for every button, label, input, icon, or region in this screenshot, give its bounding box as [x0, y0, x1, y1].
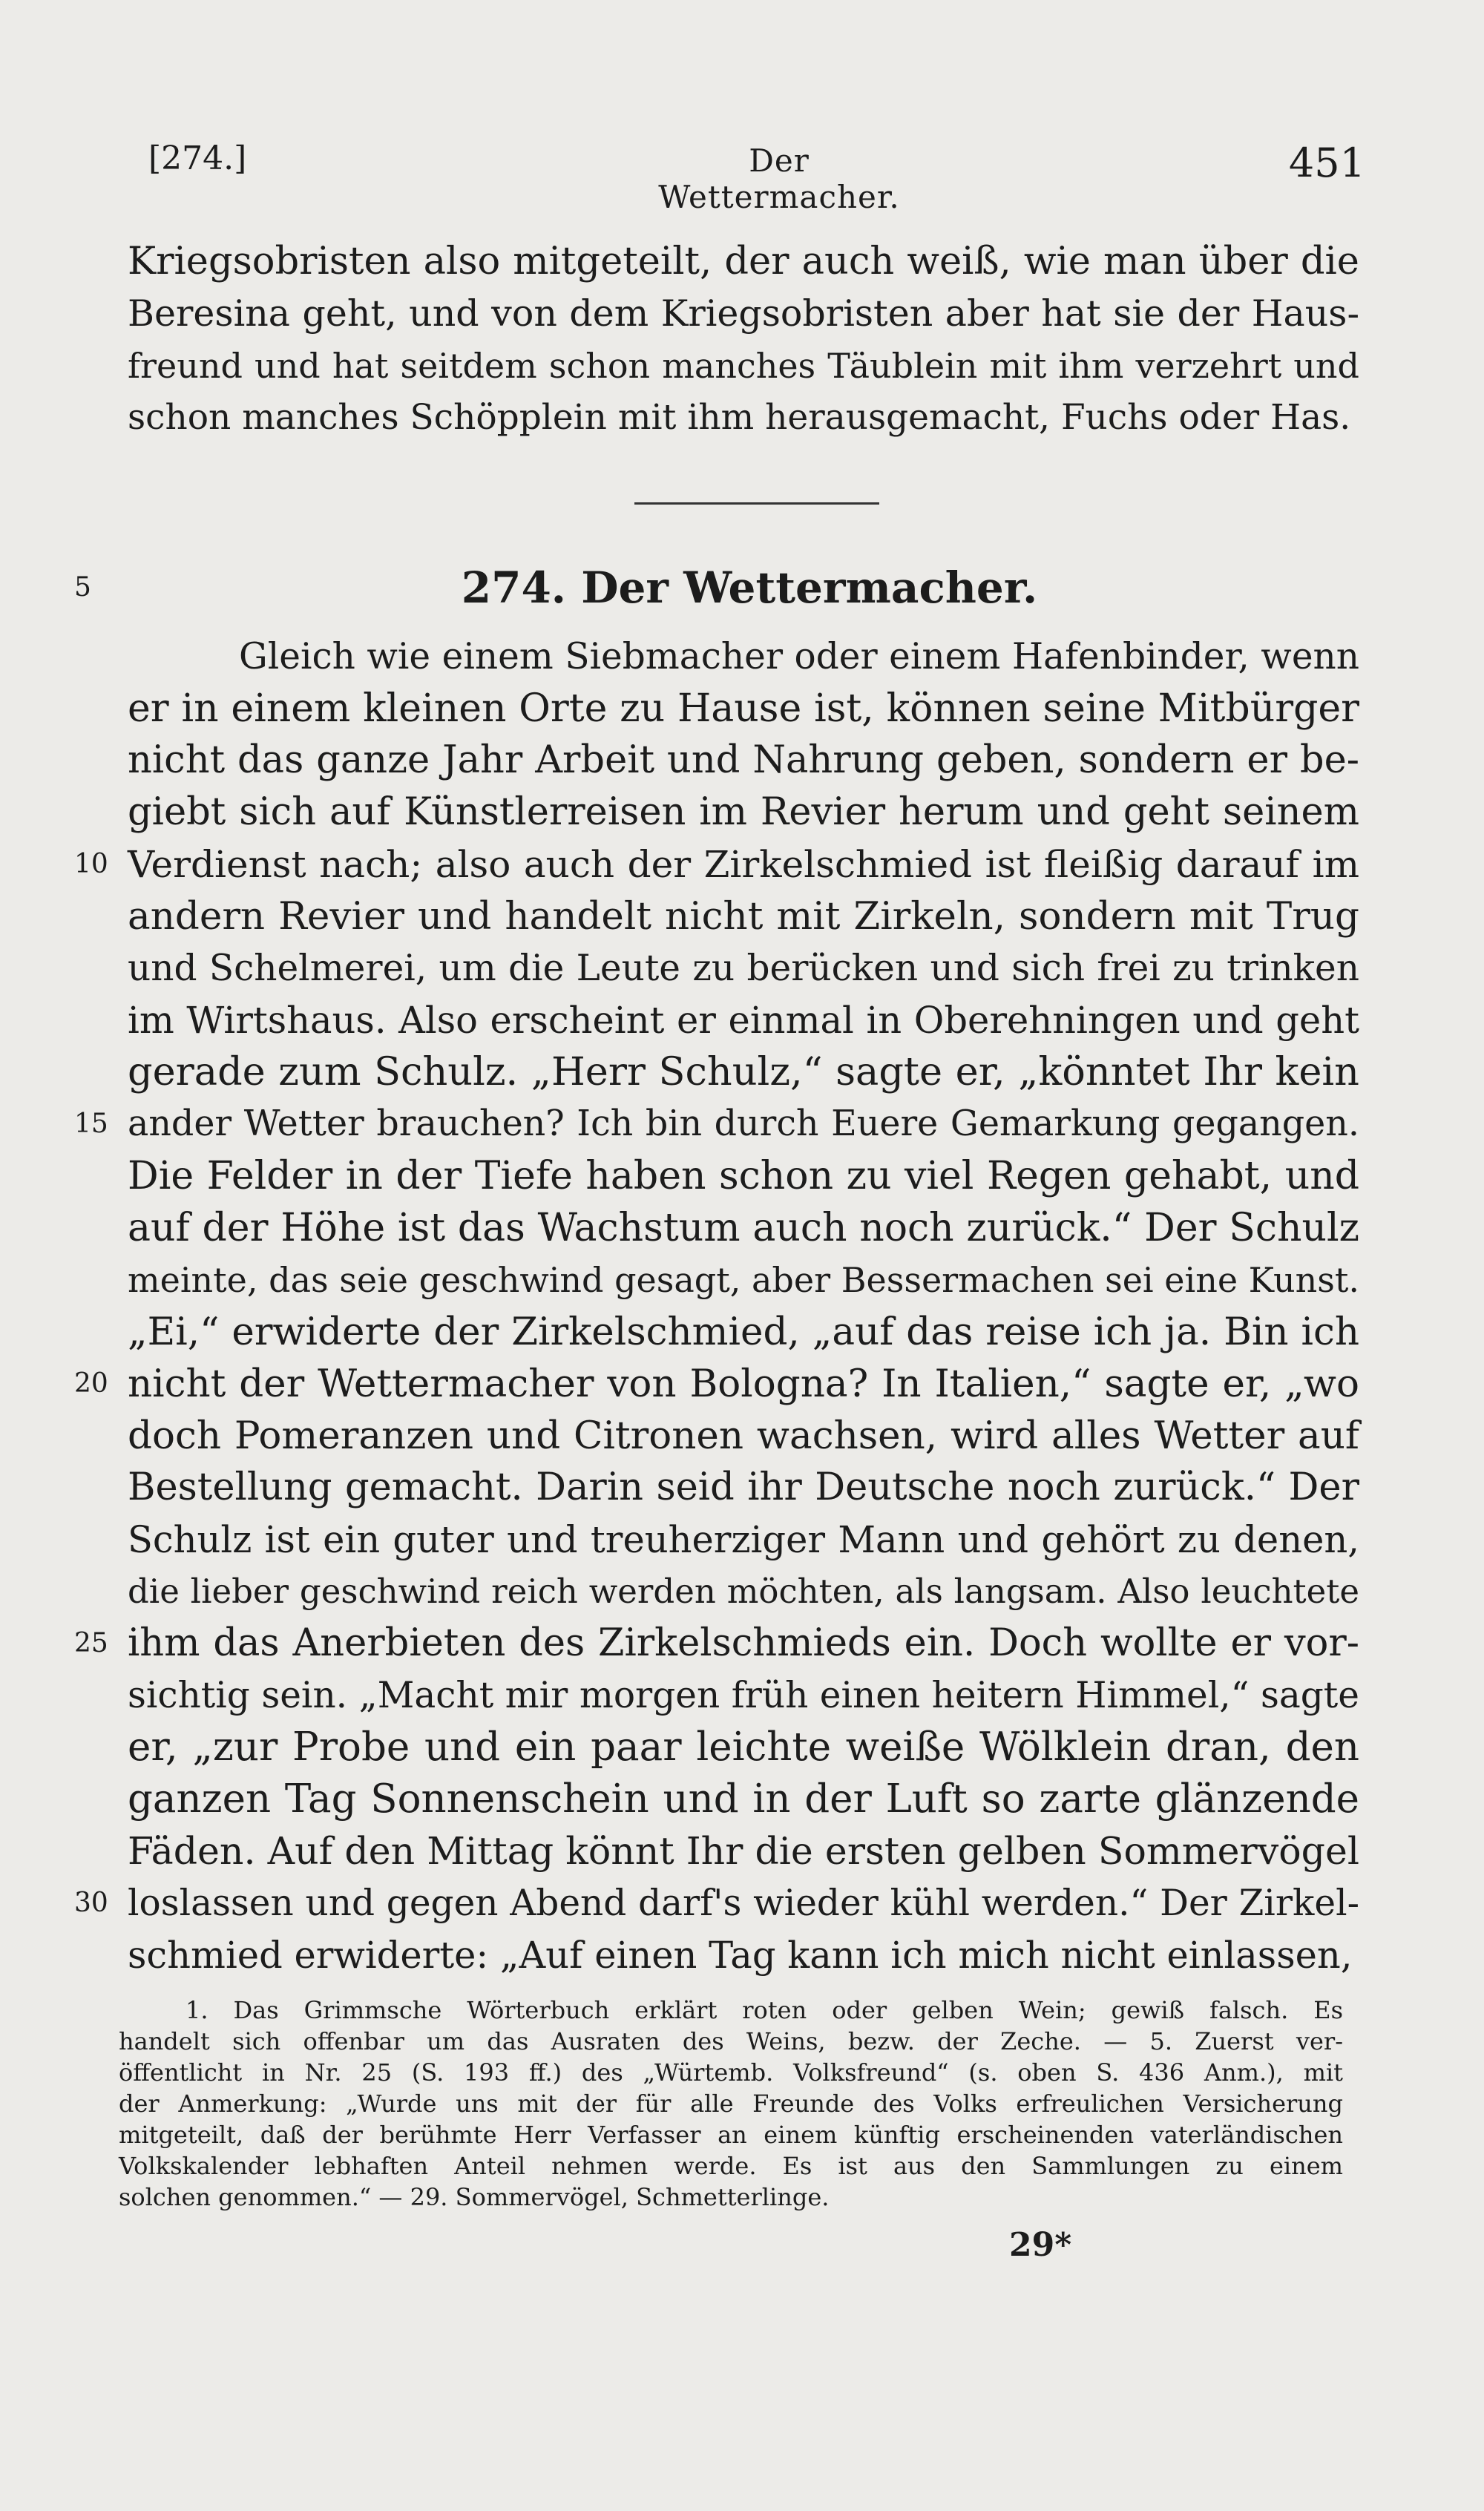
line-number: 20 — [74, 1368, 108, 1399]
section-title: 274. Der Wettermacher. — [461, 562, 1038, 613]
text-line: Bestellung gemacht. Darin seid ihr Deutsche noch zurück.“ Der — [128, 1465, 1359, 1509]
page-number: 451 — [1288, 140, 1365, 186]
text-line: im Wirtshaus. Also erscheint er einmal in Oberehningen und geht — [128, 999, 1359, 1042]
text-line: freund und hat seitdem schon manches Täublein mit ihm verzehrt und — [128, 346, 1359, 386]
section-divider — [634, 502, 879, 505]
footnote-line: solchen genommen.“ — 29. Sommervögel, Schmetterlinge. — [119, 2183, 830, 2211]
text-line: schon manches Schöpplein mit ihm herausgemacht, Fuchs oder Has. — [128, 397, 1351, 438]
header-title: Der Wettermacher. — [658, 142, 900, 215]
footnote-line: der Anmerkung: „Wurde uns mit der für alle Freunde des Volks erfreulichen Versicherung — [119, 2090, 1343, 2118]
text-line: Die Felder in der Tiefe haben schon zu viel Regen gehabt, und — [128, 1154, 1359, 1198]
text-line: schmied erwiderte: „Auf einen Tag kann ich mich nicht einlassen, — [128, 1934, 1353, 1977]
text-line: andern Revier und handelt nicht mit Zirkeln, sondern mit Trug — [128, 894, 1359, 939]
signature-mark: 29* — [1009, 2226, 1072, 2264]
line-number: 15 — [74, 1109, 108, 1139]
text-line: Beresina geht, und von dem Kriegsobristen aber hat sie der Haus- — [128, 292, 1359, 335]
text-line: Kriegsobristen also mitgeteilt, der auch weiß, wie man über die — [128, 240, 1359, 283]
text-line: er, „zur Probe und ein paar leichte weiße Wölklein dran, den — [128, 1724, 1359, 1770]
text-line: auf der Höhe ist das Wachstum auch noch zurück.“ Der Schulz — [128, 1206, 1359, 1250]
text-line: nicht das ganze Jahr Arbeit und Nahrung geben, sondern er be- — [128, 738, 1359, 782]
text-line: ganzen Tag Sonnenschein und in der Luft so zarte glänzende — [128, 1776, 1359, 1822]
text-line: Gleich wie einem Siebmacher oder einem Hafenbinder, wenn — [239, 636, 1359, 677]
text-line: loslassen und gegen Abend darf's wieder kühl werden.“ Der Zirkel- — [128, 1883, 1359, 1924]
text-line: Fäden. Auf den Mittag könnt Ihr die ersten gelben Sommervögel — [128, 1829, 1359, 1873]
text-line: meinte, das seie geschwind gesagt, aber Bessermachen sei eine Kunst. — [128, 1260, 1359, 1300]
text-line: ihm das Anerbieten des Zirkelschmieds ein. Doch wollte er vor- — [128, 1621, 1359, 1665]
text-line: ander Wetter brauchen? Ich bin durch Euere Gemarkung gegangen. — [128, 1103, 1359, 1144]
line-number: 10 — [74, 849, 108, 879]
text-line: nicht der Wettermacher von Bologna? In Italien,“ sagte er, „wo — [128, 1362, 1359, 1406]
text-line: „Ei,“ erwiderte der Zirkelschmied, „auf das reise ich ja. Bin ich — [128, 1310, 1359, 1354]
text-line: doch Pomeranzen und Citronen wachsen, wird alles Wetter auf — [128, 1414, 1359, 1458]
header-section-ref: [274.] — [148, 140, 247, 177]
line-number: 25 — [74, 1628, 108, 1658]
text-line: giebt sich auf Künstlerreisen im Revier herum und geht seinem — [128, 790, 1359, 834]
footnote-line: öffentlicht in Nr. 25 (S. 193 ff.) des „Würtemb. Volksfreund“ (s. oben S. 436 Anm.), mit — [119, 2058, 1343, 2087]
line-number: 30 — [74, 1888, 108, 1918]
text-line: die lieber geschwind reich werden möchten, als langsam. Also leuchtete — [128, 1572, 1359, 1611]
line-number: 5 — [74, 572, 91, 603]
text-line: und Schelmerei, um die Leute zu berücken und sich frei zu trinken — [128, 948, 1359, 989]
text-line: sichtig sein. „Macht mir morgen früh einen heitern Himmel,“ sagte — [128, 1675, 1359, 1716]
footnote-line: 1. Das Grimmsche Wörterbuch erklärt roten oder gelben Wein; gewiß falsch. Es — [186, 1996, 1343, 2024]
text-line: Schulz ist ein guter und treuherziger Mann und gehört zu denen, — [128, 1518, 1359, 1561]
running-header — [148, 140, 1365, 215]
footnote-line: mitgeteilt, daß der berühmte Herr Verfasser an einem künftig erscheinenden vaterländischen — [119, 2121, 1343, 2149]
text-line: er in einem kleinen Orte zu Hause ist, können seine Mitbürger — [128, 686, 1359, 731]
footnote-line: Volkskalender lebhaften Anteil nehmen werde. Es ist aus den Sammlungen zu einem — [119, 2152, 1343, 2180]
footnote-line: handelt sich offenbar um das Ausraten des Weins, bezw. der Zeche. — 5. Zuerst ver- — [119, 2027, 1343, 2055]
text-line: gerade zum Schulz. „Herr Schulz,“ sagte er, „könntet Ihr kein — [128, 1049, 1359, 1094]
text-line: Verdienst nach; also auch der Zirkelschmied ist fleißig darauf im — [128, 843, 1359, 886]
